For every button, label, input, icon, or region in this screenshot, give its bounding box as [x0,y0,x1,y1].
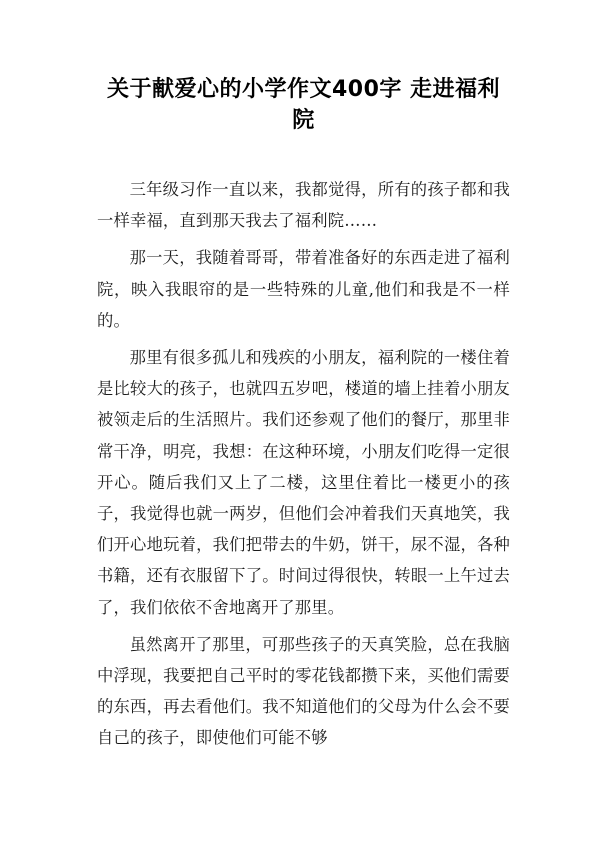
paragraph-2: 那一天，我随着哥哥，带着准备好的东西走进了福利院，映入我眼帘的是一些特殊的儿童,他们和我是不一样的。 [97,248,510,330]
paragraph-3: 那里有很多孤儿和残疾的小朋友，福利院的一楼住着是比较大的孩子，也就四五岁吧，楼道的墙上挂着小朋友被领走后的生活照片。我们还参观了他们的餐厅，那里非常干净，明亮，我想：在这种环境，小朋友们吃得一定很开心。随后我们又上了二楼，这里住着比一楼更小的孩子，我觉得也就一两岁，但他们会冲着我们天真地笑，我们开心地玩着，我们把带去的牛奶，饼干，尿不湿，各种书籍，还有衣服留下了。时间过得很快，转眼一上午过去了，我们依依不舍地离开了那里。 [97,348,510,617]
document-body [97,174,510,754]
document-title: 关于献爱心的小学作文400字 走进福利院 [106,77,501,133]
paragraph-1: 三年级习作一直以来，我都觉得，所有的孩子都和我一样幸福，直到那天我去了福利院…… [97,180,510,231]
paragraph-4: 虽然离开了那里，可那些孩子的天真笑脸，总在我脑中浮现，我要把自己平时的零花钱都攒下来，买他们需要的东西，再去看他们。我不知道他们的父母为什么会不要自己的孩子，即使他们可能不够 [97,634,510,748]
